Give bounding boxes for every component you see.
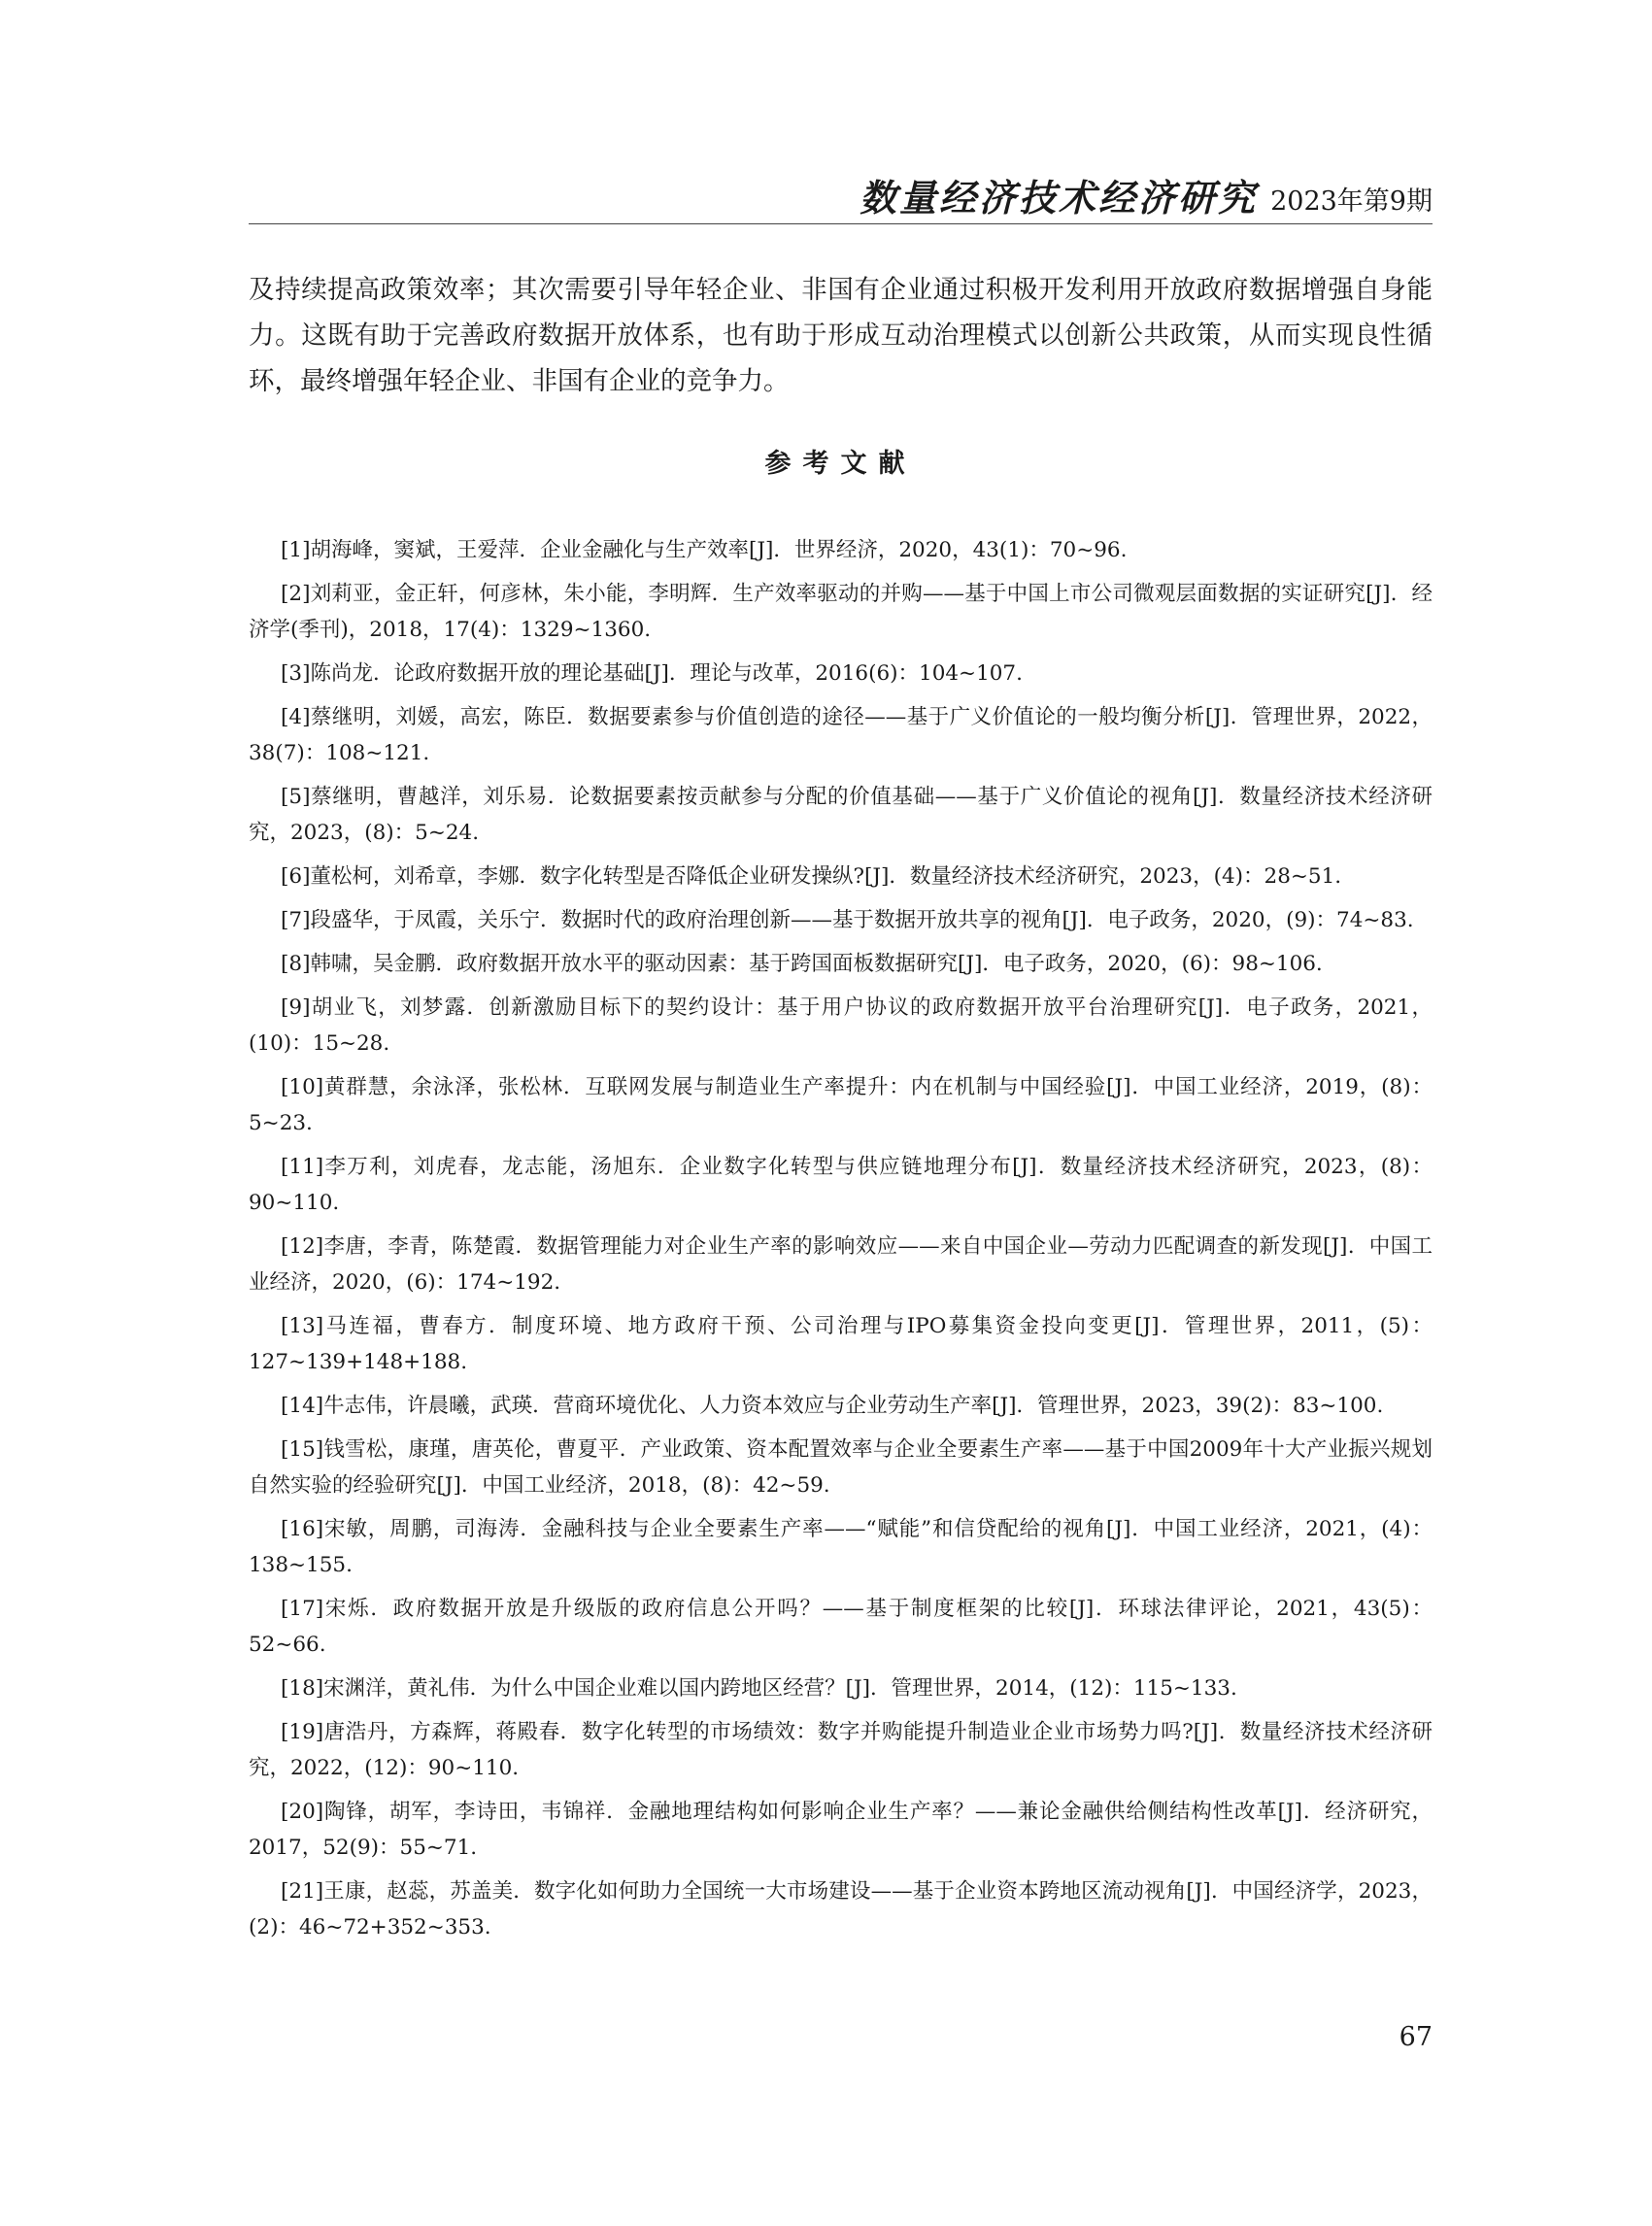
- reference-item: [19]唐浩丹，方森辉，蒋殿春．数字化转型的市场绩效：数字并购能提升制造业企业市场势力吗?[J]．数量经济技术经济研究，2022，(12)：90~110.: [249, 1720, 1433, 1780]
- page-header: [249, 175, 1433, 224]
- body-paragraph: 及持续提高政策效率；其次需要引导年轻企业、非国有企业通过积极开发利用开放政府数据增强自身能力。这既有助于完善政府数据开放体系，也有助于形成互动治理模式以创新公共政策，从而实现良性循环，最终增强年轻企业、非国有企业的竞争力。: [249, 275, 1433, 396]
- issue-label: 2023年第9期: [1270, 186, 1433, 217]
- reference-item: [13]马连福，曹春方．制度环境、地方政府干预、公司治理与IPO募集资金投向变更[J]．管理世界，2011，(5)：127~139+148+188.: [249, 1314, 1433, 1374]
- reference-item: [20]陶锋，胡军，李诗田，韦锦祥．金融地理结构如何影响企业生产率？——兼论金融供给侧结构性改革[J]．经济研究，2017，52(9)：55~71.: [249, 1800, 1433, 1860]
- reference-list: [249, 532, 1433, 1953]
- reference-item: [6]董松柯，刘希章，李娜．数字化转型是否降低企业研发操纵?[J]．数量经济技术经济研究，2023，(4)：28~51.: [281, 864, 1342, 889]
- reference-item: [3]陈尚龙．论政府数据开放的理论基础[J]．理论与改革，2016(6)：104~107.: [281, 661, 1023, 686]
- reference-item: [1]胡海峰，窦斌，王爱萍．企业金融化与生产效率[J]．世界经济，2020，43(1)：70~96.: [281, 538, 1128, 562]
- reference-item: [12]李唐，李青，陈楚霞．数据管理能力对企业生产率的影响效应——来自中国企业—劳动力匹配调查的新发现[J]．中国工业经济，2020，(6)：174~192.: [249, 1234, 1433, 1295]
- reference-item: [15]钱雪松，康瑾，唐英伦，曹夏平．产业政策、资本配置效率与企业全要素生产率——基于中国2009年十大产业振兴规划自然实验的经验研究[J]．中国工业经济，2018，(8)：42~59.: [249, 1437, 1433, 1498]
- reference-item: [18]宋渊洋，黄礼伟．为什么中国企业难以国内跨地区经营？[J]．管理世界，2014，(12)：115~133.: [281, 1676, 1237, 1701]
- reference-item: [8]韩啸，吴金鹏．政府数据开放水平的驱动因素：基于跨国面板数据研究[J]．电子政务，2020，(6)：98~106.: [281, 952, 1323, 976]
- reference-item: [17]宋烁．政府数据开放是升级版的政府信息公开吗？——基于制度框架的比较[J]．环球法律评论，2021，43(5)：52~66.: [249, 1597, 1433, 1657]
- reference-item: [9]胡业飞，刘梦露．创新激励目标下的契约设计：基于用户协议的政府数据开放平台治理研究[J]．电子政务，2021，(10)：15~28.: [249, 995, 1433, 1056]
- journal-name: 数量经济技术经济研究: [859, 176, 1258, 219]
- page-number: 67: [1399, 2022, 1433, 2052]
- reference-item: [16]宋敏，周鹏，司海涛．金融科技与企业全要素生产率——“赋能”和信贷配给的视角[J]．中国工业经济，2021，(4)：138~155.: [249, 1517, 1433, 1577]
- reference-item: [5]蔡继明，曹越洋，刘乐易．论数据要素按贡献参与分配的价值基础——基于广义价值论的视角[J]．数量经济技术经济研究，2023，(8)：5~24.: [249, 785, 1433, 845]
- reference-item: [11]李万利，刘虎春，龙志能，汤旭东．企业数字化转型与供应链地理分布[J]．数量经济技术经济研究，2023，(8)：90~110.: [249, 1155, 1433, 1215]
- reference-item: [4]蔡继明，刘媛，高宏，陈臣．数据要素参与价值创造的途径——基于广义价值论的一般均衡分析[J]．管理世界，2022，38(7)：108~121.: [249, 705, 1433, 765]
- reference-item: [10]黄群慧，余泳泽，张松林．互联网发展与制造业生产率提升：内在机制与中国经验[J]．中国工业经济，2019，(8)：5~23.: [249, 1075, 1433, 1135]
- reference-item: [14]牛志伟，许晨曦，武瑛．营商环境优化、人力资本效应与企业劳动生产率[J]．管理世界，2023，39(2)：83~100.: [281, 1394, 1384, 1418]
- reference-item: [7]段盛华，于凤霞，关乐宁．数据时代的政府治理创新——基于数据开放共享的视角[J]．电子政务，2020，(9)：74~83.: [281, 908, 1414, 932]
- references-heading: 参考文献: [764, 449, 917, 479]
- reference-item: [21]王康，赵蕊，苏盖美．数字化如何助力全国统一大市场建设——基于企业资本跨地区流动视角[J]．中国经济学，2023，(2)：46~72+352~353.: [249, 1879, 1433, 1939]
- reference-item: [2]刘莉亚，金正轩，何彦林，朱小能，李明辉．生产效率驱动的并购——基于中国上市公司微观层面数据的实证研究[J]．经济学(季刊)，2018，17(4)：1329~1360.: [249, 582, 1433, 642]
